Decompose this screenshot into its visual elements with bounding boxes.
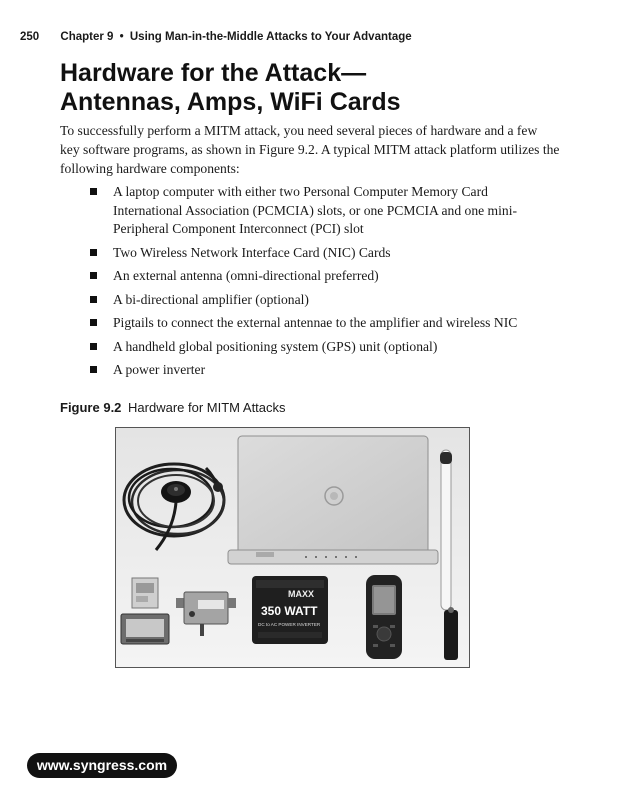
list-item-text: A bi-directional amplifier (optional): [113, 291, 309, 307]
list-item-text: An external antenna (omni-directional preferred): [113, 268, 379, 283]
figure-caption: [60, 400, 286, 415]
list-item-text: A handheld global positioning system (GPS) unit (optional): [113, 338, 438, 354]
mini-pci-card: [132, 578, 158, 608]
inverter-brand: MAXX: [288, 589, 315, 599]
inverter-sublabel: DC to AC POWER INVERTER: [258, 622, 321, 627]
list-item-text: Pigtails to connect the external antennae to the amplifier and wireless NIC: [113, 315, 518, 330]
list-item: [90, 267, 550, 286]
laptop: [228, 436, 438, 564]
list-item: [90, 244, 550, 263]
list-item-text: A power inverter: [113, 362, 206, 377]
footer-website[interactable]: www.syngress.com: [27, 753, 177, 778]
hardware-list: [90, 183, 550, 385]
square-bullet-icon: [90, 188, 97, 195]
header-separator: •: [119, 31, 124, 43]
running-head: [20, 31, 412, 43]
square-bullet-icon: [90, 319, 97, 326]
intro-paragraph: To successfully perform a MITM attack, you need several pieces of hardware and a few key software programs, as shown in Figure 9.2. A typical MITM attack platform utilizes the following hardware components:: [60, 123, 560, 176]
list-item-text: Two Wireless Network Interface Card (NIC) Cards: [113, 244, 391, 260]
section-title-line-1: Hardware for the Attack—: [60, 59, 367, 87]
chapter-title: Using Man-in-the-Middle Attacks to Your Advantage: [129, 31, 412, 43]
square-bullet-icon: [90, 343, 97, 350]
list-item: [90, 338, 550, 357]
section-title: [60, 59, 580, 117]
hardware-photo-illustration: [116, 428, 469, 667]
chapter-label: Chapter 9: [60, 31, 114, 43]
hardware-photo: [115, 427, 470, 668]
square-bullet-icon: [90, 296, 97, 303]
gps-unit: [366, 575, 402, 659]
pcmcia-card: [121, 614, 169, 644]
list-item: [90, 314, 550, 333]
list-item: [90, 291, 550, 310]
list-item: [90, 361, 550, 380]
list-item: [90, 183, 550, 239]
list-item-text: A laptop computer with either two Personal Computer Memory Card International Association (PCMCIA) slots, or one PCMCIA and one mini-Peripheral Component Interconnect (PCI) slot: [113, 184, 518, 236]
figure-caption-text: Hardware for MITM Attacks: [128, 400, 286, 415]
square-bullet-icon: [90, 249, 97, 256]
figure-number: Figure 9.2: [60, 400, 122, 415]
power-inverter: [252, 576, 328, 644]
section-title-line-2: Antennas, Amps, WiFi Cards: [60, 88, 401, 116]
square-bullet-icon: [90, 366, 97, 373]
page-number: 250: [20, 31, 40, 43]
inverter-label: 350 WATT: [261, 604, 318, 618]
square-bullet-icon: [90, 272, 97, 279]
